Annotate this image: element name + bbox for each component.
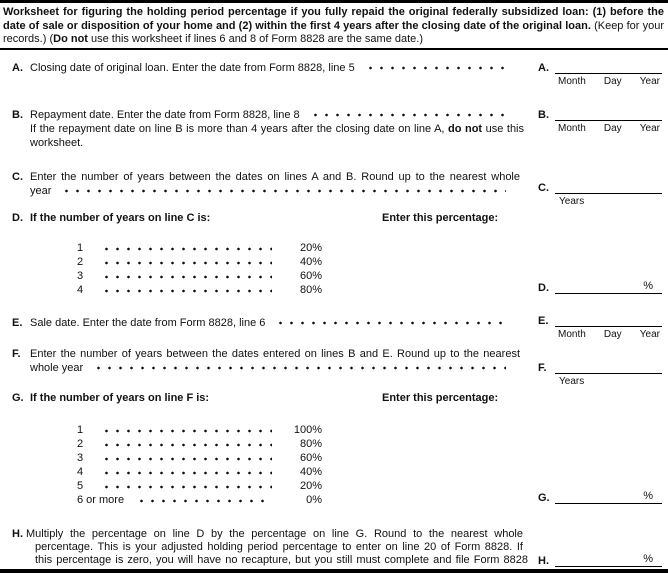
line-e-answer — [538, 313, 662, 340]
line-e-row — [12, 317, 512, 329]
percentage-value: 100% — [293, 424, 322, 436]
top-rule — [0, 0, 668, 3]
table-row — [77, 424, 322, 437]
line-b-letter: B. — [12, 109, 23, 121]
header-main-text: Worksheet for figuring the holding period percentage if you fully repaid the original federally subsidized loan: (1) before the date of sale or disposition of your home and (2) within the first 4 years after the closing date of the original loan. — [3, 6, 664, 32]
percent-sign: % — [643, 490, 653, 502]
dot-leader — [99, 256, 272, 269]
percent-sign: % — [643, 280, 653, 292]
line-f-text-2: whole year — [30, 362, 84, 374]
years-value: 1 — [77, 242, 84, 254]
line-h-answer-letter: H. — [538, 555, 549, 567]
years-value: 6 or more — [77, 494, 125, 506]
line-d-prompt-right: Enter this percentage: — [382, 212, 499, 224]
line-g-prompt: If the number of years on line F is: — [30, 392, 210, 404]
years-label: Years — [559, 196, 585, 207]
line-g-percent-input[interactable] — [555, 489, 662, 504]
years-value: 2 — [77, 256, 84, 268]
dot-leader — [59, 185, 506, 197]
header-do-not: Do not — [53, 33, 88, 45]
table-row — [77, 284, 322, 297]
year-label: Year — [639, 123, 660, 134]
line-h-letter: H. — [12, 528, 23, 540]
line-g-answer — [538, 489, 662, 504]
percentage-value: 20% — [299, 480, 322, 492]
percentage-value: 40% — [299, 466, 322, 478]
bottom-rule — [0, 569, 668, 573]
years-value: 4 — [77, 284, 84, 296]
line-d-header — [12, 212, 652, 224]
day-label: Day — [603, 76, 622, 87]
line-h-text-1: Multiply the percentage on line D by the percentage on line G. Round to the nearest whole — [26, 528, 523, 540]
header-rest-text: use this worksheet if lines 6 and 8 of Form 8828 are the same date.) — [87, 33, 424, 45]
table-row — [77, 256, 322, 269]
percentage-value: 60% — [299, 452, 322, 464]
line-b-date-labels — [555, 121, 662, 134]
percentage-value: 80% — [299, 284, 322, 296]
percentage-value: 0% — [306, 494, 322, 506]
dot-leader — [99, 270, 272, 283]
dot-leader — [99, 452, 272, 465]
percentage-value: 60% — [299, 270, 322, 282]
month-label: Month — [558, 123, 586, 134]
line-g-prompt-right: Enter this percentage: — [382, 392, 499, 404]
line-e-letter: E. — [12, 317, 23, 329]
years-value: 3 — [77, 270, 84, 282]
line-d-percent-input[interactable] — [555, 279, 662, 294]
dot-leader — [99, 438, 272, 451]
line-e-date-labels — [555, 327, 662, 340]
line-f-letter: F. — [12, 348, 21, 360]
line-e-date-input[interactable] — [555, 313, 662, 327]
line-a-answer — [538, 60, 662, 87]
line-b-date-input[interactable] — [555, 107, 662, 121]
line-b-row — [12, 109, 512, 121]
day-label: Day — [603, 329, 622, 340]
percentage-value: 80% — [299, 438, 322, 450]
line-g-header — [12, 392, 652, 404]
worksheet-header — [3, 6, 664, 47]
table-row — [77, 466, 322, 479]
line-c-answer-letter: C. — [538, 182, 549, 194]
year-label: Year — [639, 76, 660, 87]
line-f-row1 — [12, 348, 520, 360]
dot-leader — [99, 480, 272, 493]
dot-leader — [99, 242, 272, 255]
header-keep-text: (Keep for your records.) ( — [3, 19, 664, 45]
line-f-row2 — [30, 362, 512, 374]
years-value: 3 — [77, 452, 84, 464]
line-d-letter: D. — [12, 212, 23, 224]
line-e-text: Sale date. Enter the date from Form 8828, line 6 — [30, 317, 266, 329]
line-b-note-post: use this worksheet. — [30, 123, 524, 149]
line-f-answer — [538, 360, 662, 387]
line-c-answer — [538, 180, 662, 207]
month-label: Month — [558, 329, 586, 340]
line-f-answer-letter: F. — [538, 362, 547, 374]
dot-leader — [99, 284, 272, 297]
years-value: 2 — [77, 438, 84, 450]
line-a-text: Closing date of original loan. Enter the date from Form 8828, line 5 — [30, 62, 355, 74]
dot-leader — [134, 494, 272, 507]
line-a-date-labels — [555, 74, 662, 87]
table-row — [77, 438, 322, 451]
line-b-note-pre: If the repayment date on line B is more than 4 years after the closing date on line A, — [30, 123, 449, 135]
percentage-value: 40% — [299, 256, 322, 268]
dot-leader — [99, 424, 272, 437]
line-c-row2 — [30, 185, 512, 197]
percent-sign: % — [643, 553, 653, 565]
dot-leader — [273, 317, 506, 329]
line-c-row1 — [12, 171, 520, 183]
dot-leader — [91, 362, 506, 374]
line-h-answer — [538, 552, 662, 567]
years-value: 4 — [77, 466, 84, 478]
table-row — [77, 480, 322, 493]
line-c-text-1: Enter the number of years between the dates on lines A and B. Round up to the nearest whole — [30, 171, 520, 183]
line-h-row1 — [12, 528, 523, 540]
line-c-years-input[interactable] — [555, 180, 662, 194]
day-label: Day — [603, 123, 622, 134]
line-c-text-2: year — [30, 185, 52, 197]
line-b-note — [30, 123, 524, 150]
line-a-row — [12, 62, 512, 74]
header-divider — [0, 48, 668, 50]
line-d-answer-letter: D. — [538, 282, 549, 294]
table-row — [77, 242, 322, 255]
years-value: 1 — [77, 424, 84, 436]
line-b-answer — [538, 107, 662, 134]
line-g-letter: G. — [12, 392, 24, 404]
dot-leader — [99, 466, 272, 479]
dot-leader — [308, 109, 506, 121]
line-h-percent-input[interactable] — [555, 552, 662, 567]
table-row — [77, 494, 322, 507]
line-f-text-1: Enter the number of years between the dates entered on lines B and E. Round up to the nearest — [30, 348, 520, 360]
month-label: Month — [558, 76, 586, 87]
line-b-answer-letter: B. — [538, 109, 549, 121]
percentage-value: 20% — [299, 242, 322, 254]
line-c-letter: C. — [12, 171, 23, 183]
dot-leader — [363, 62, 506, 74]
line-b-text: Repayment date. Enter the date from Form 8828, line 8 — [30, 109, 300, 121]
year-label: Year — [639, 329, 660, 340]
years-value: 5 — [77, 480, 84, 492]
years-label: Years — [559, 376, 585, 387]
line-a-letter: A. — [12, 62, 23, 74]
line-e-answer-letter: E. — [538, 315, 549, 327]
line-d-prompt: If the number of years on line C is: — [30, 212, 211, 224]
line-b-note-do-not: do not — [448, 123, 483, 135]
line-h-text-3: this percentage is zero, you will have no recapture, but you still must complete and file Form 8828 — [35, 554, 528, 566]
table-row — [77, 270, 322, 283]
line-a-answer-letter: A. — [538, 62, 549, 74]
line-f-years-input[interactable] — [555, 360, 662, 374]
line-d-answer — [538, 279, 662, 294]
table-row — [77, 452, 322, 465]
line-h-text-2: percentage. This is your adjusted holding period percentage to enter on line 20 of Form 8828. If — [35, 541, 523, 553]
line-g-answer-letter: G. — [538, 492, 550, 504]
line-a-date-input[interactable] — [555, 60, 662, 74]
